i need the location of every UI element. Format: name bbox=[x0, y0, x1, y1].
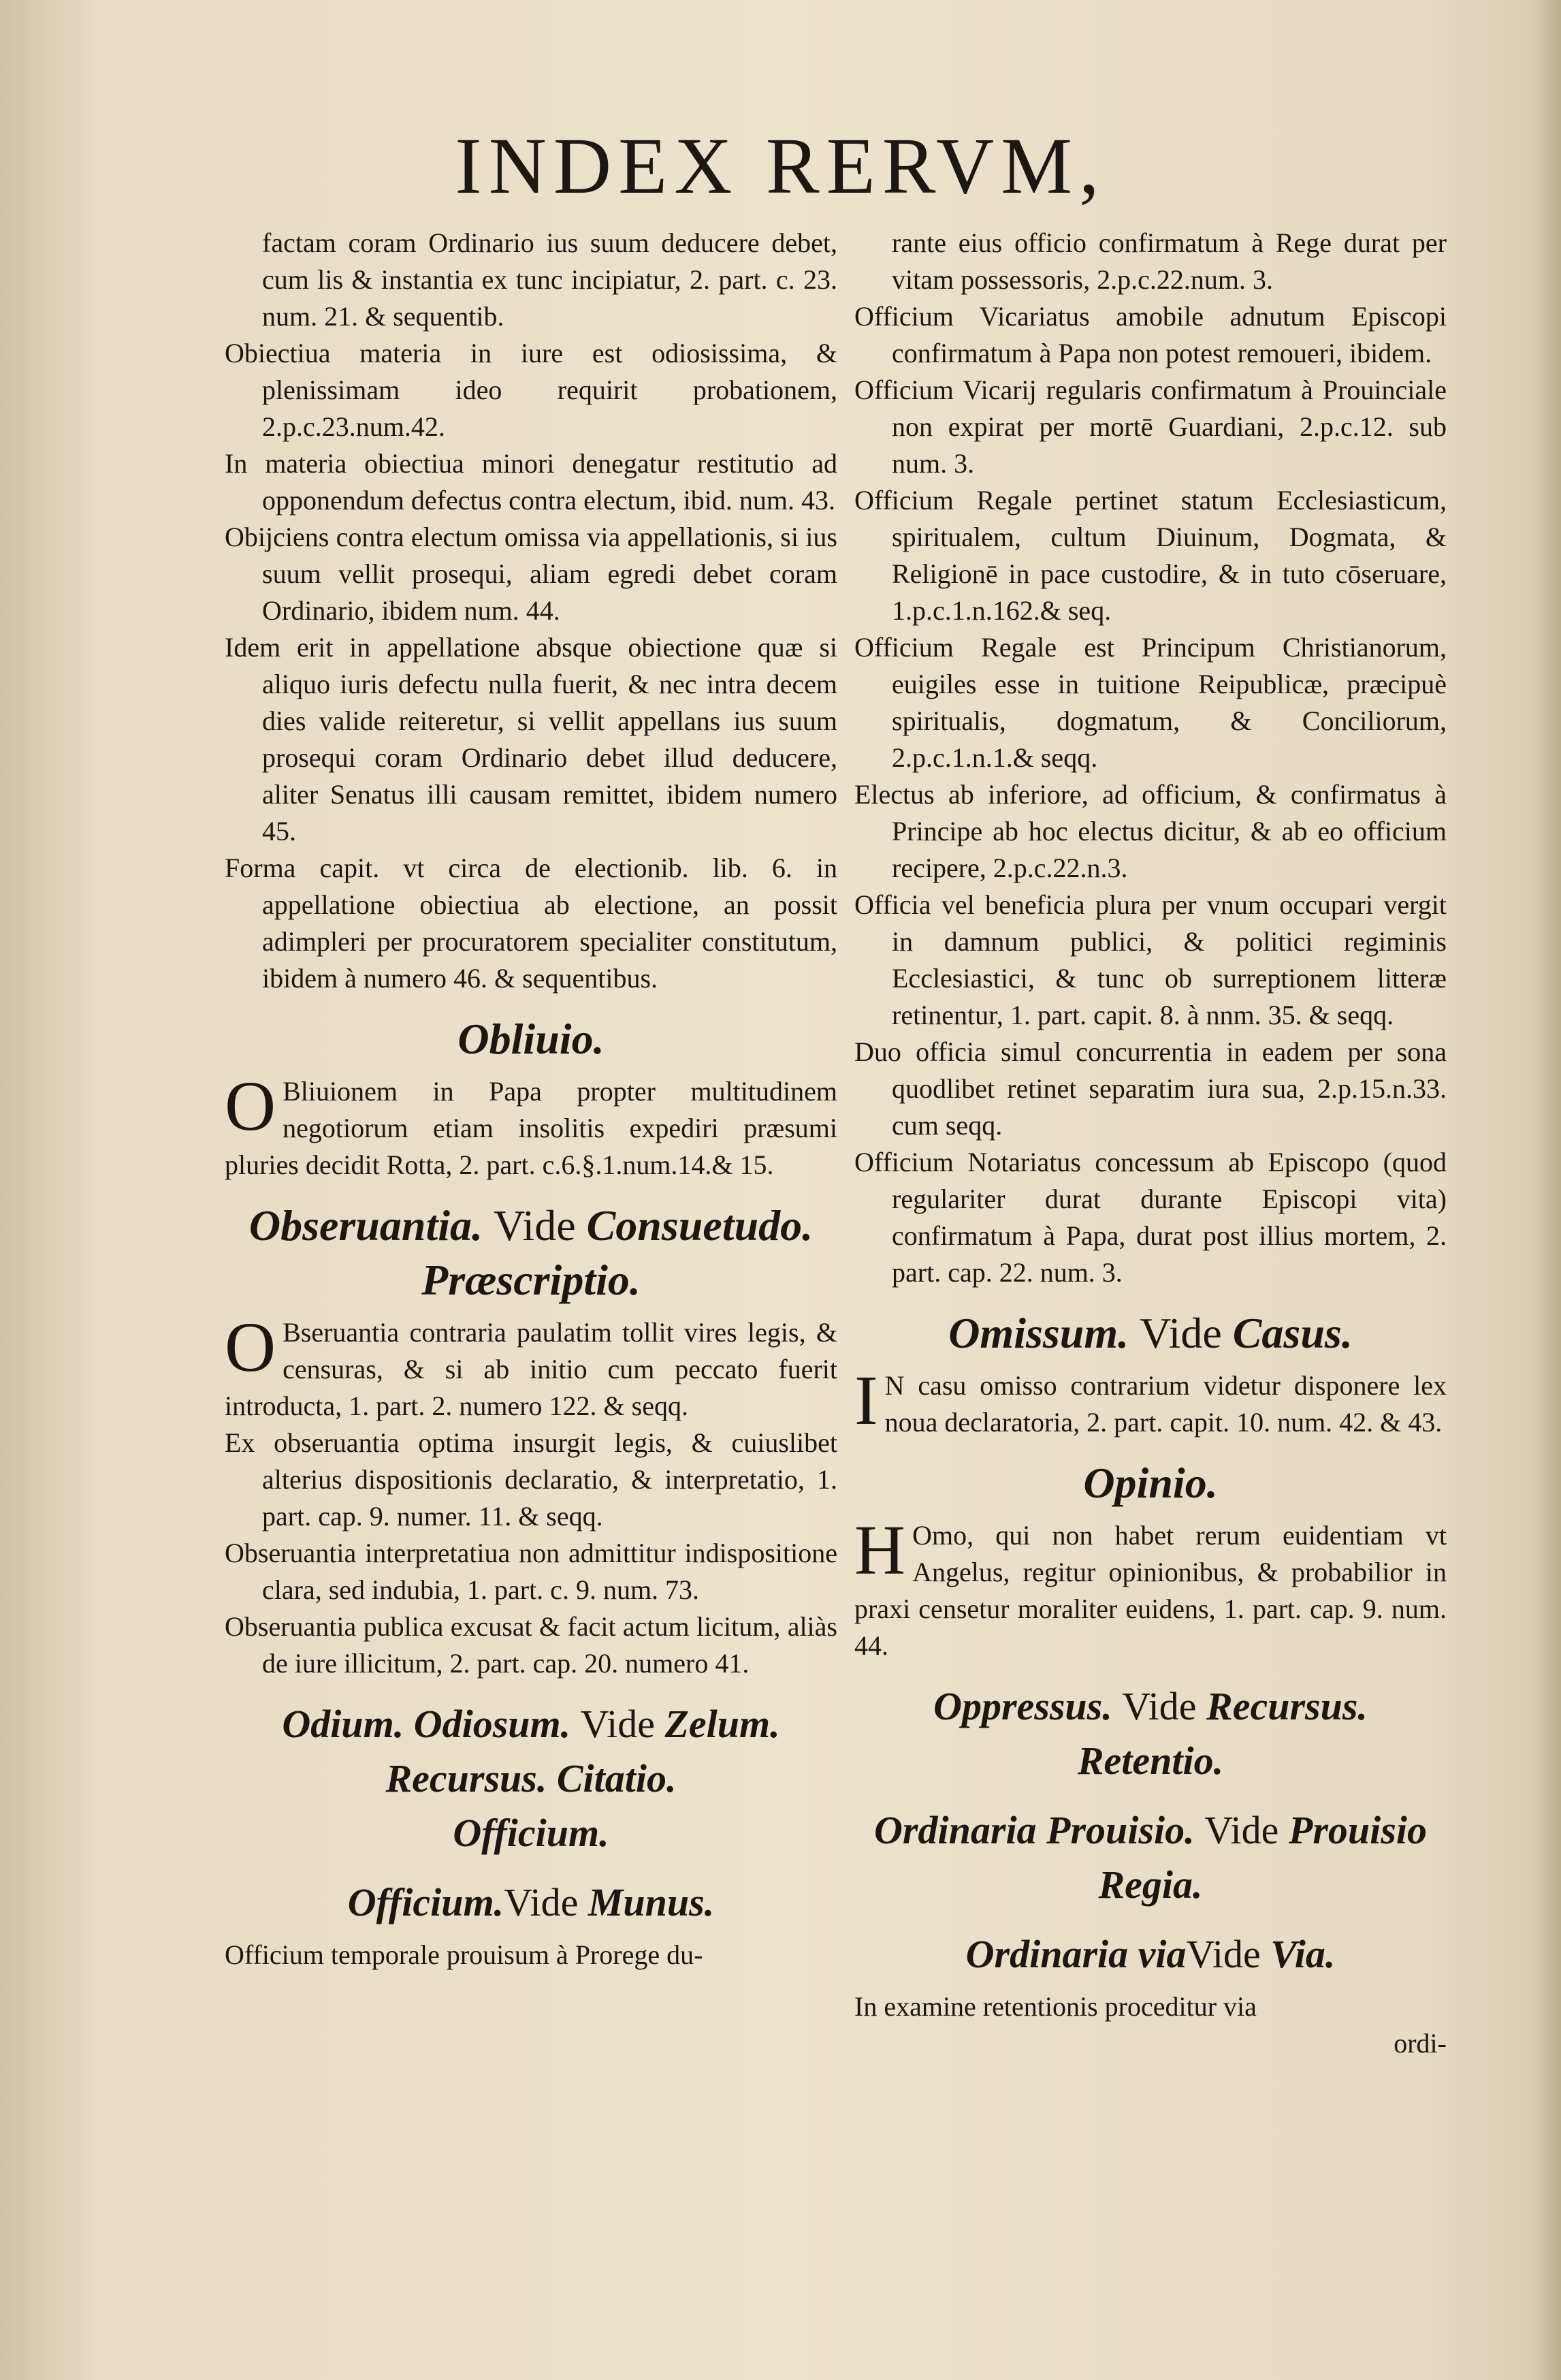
right-column bbox=[854, 225, 1447, 2062]
section-heading-ordinaria-via: Ordinaria viaVide Via. bbox=[965, 1932, 1336, 1976]
index-entry: Officium Vicariatus amobile adnutum Episcopi confirmatum à Papa non potest remoueri, ibidem. bbox=[854, 301, 1447, 368]
index-entry: factam coram Ordinario ius suum deducere debet, cum lis & instantia ex tunc incipiatur, 2. part. c. 23. num. 21. & sequentib. bbox=[262, 227, 837, 332]
running-head: INDEX RERVM, bbox=[455, 121, 1106, 210]
index-entry: Officium temporale prouisum à Prorege du- bbox=[225, 1939, 703, 1970]
index-entry: Officium Vicarij regularis confirmatum à Prouinciale non expirat per mortē Guardiani, 2.p.c.12. sub num. 3. bbox=[854, 375, 1447, 479]
section-heading-officium: Officium.Vide Munus. bbox=[347, 1880, 715, 1924]
drop-cap: O bbox=[225, 1308, 276, 1386]
index-entry: Officium Notariatus concessum ab Episcopo (quod regulariter durat durante Episcopi vita) confirmatum à Papa, durat post illius mortem, 2. part. cap. 22. num. 3. bbox=[854, 1147, 1447, 1288]
index-entry: H Omo, qui non habet rerum euidentiam vt Angelus, regitur opinionibus, & probabilior in praxi censetur moraliter euidens, 1. part. cap. 9. num. 44. bbox=[854, 1511, 1447, 1661]
index-entry: Obseruantia publica excusat & facit actum licitum, aliàs de iure illicitum, 2. part. cap. 20. numero 41. bbox=[225, 1611, 837, 1679]
drop-cap: H bbox=[854, 1511, 906, 1589]
index-entry: rante eius officio confirmatum à Rege durat per vitam possessoris, 2.p.c.22.num. 3. bbox=[892, 227, 1447, 295]
index-entry: Obiectiua materia in iure est odiosissima, & plenissimam ideo requirit probationem, 2.p.c.23.num.42. bbox=[225, 338, 837, 442]
section-heading-odium: Odium. Odiosum. Vide Zelum. Recursus. Citatio. Officium. bbox=[282, 1702, 780, 1855]
catchword: ordi- bbox=[1394, 2028, 1447, 2059]
section-heading-obliuio: Obliuio. bbox=[457, 1015, 605, 1063]
index-entry: Forma capit. vt circa de electionib. lib. 6. in appellatione obiectiua ab electione, an possit adimpleri per procuratorem specialiter constitutum, ibidem à numero 46. & sequentibus. bbox=[225, 853, 837, 994]
index-entry: Officium Regale pertinet statum Ecclesiasticum, spiritualem, cultum Diuinum, Dogmata, & Religionē in pace custodire, & in tuto cōseruare, 1.p.c.1.n.162.& seq. bbox=[854, 485, 1447, 626]
left-column bbox=[225, 225, 837, 1973]
index-entry: O Bseruantia contraria paulatim tollit vires legis, & censuras, & si ab initio cum peccato fuerit introducta, 1. part. 2. numero 122. & seqq. bbox=[225, 1308, 837, 1421]
index-entry: Idem erit in appellatione absque obiectione quæ si aliquo iuris defectu nulla fuerit, & nec intra decem dies valide reiteretur, si vellit appellans ius suum prosequi coram Ordinario debet illud deducere, aliter Senatus illi causam remittet, ibidem numero 45. bbox=[225, 632, 837, 846]
section-heading-ordinaria-prouisio: Ordinaria Prouisio. Vide Prouisio Regia. bbox=[874, 1808, 1427, 1907]
section-heading-oppressus: Oppressus. Vide Recursus. Retentio. bbox=[933, 1684, 1368, 1783]
index-entry: Officium Regale est Principum Christianorum, euigiles esse in tuitione Reipublicæ, præcipuè spiritualis, dogmatum, & Conciliorum, 2.p.c.1.n.1.& seqq. bbox=[854, 632, 1447, 773]
index-entry: Officia vel beneficia plura per vnum occupari vergit in damnum publici, & politici regiminis Ecclesiastici, & tunc ob surreptionem litteræ retinentur, 1. part. capit. 8. à nnm. 35. & seqq. bbox=[854, 889, 1447, 1030]
page-gutter-shadow bbox=[1534, 0, 1561, 2380]
index-entry: Electus ab inferiore, ad officium, & confirmatus à Principe ab hoc electus dicitur, & ab eo officium recipere, 2.p.c.22.n.3. bbox=[854, 779, 1447, 883]
section-heading-obseruantia: Obseruantia. Vide Consuetudo. Præscriptio. bbox=[248, 1201, 814, 1304]
index-entry: In materia obiectiua minori denegatur restitutio ad opponendum defectus contra electum, ibid. num. 43. bbox=[225, 448, 837, 515]
section-heading-omissum: Omissum. Vide Casus. bbox=[948, 1309, 1353, 1357]
drop-cap: O bbox=[225, 1067, 276, 1145]
index-entry: Obseruantia interpretatiua non admittitur indispositione clara, sed indubia, 1. part. c. 9. num. 73. bbox=[225, 1538, 837, 1605]
index-entry: Obijciens contra electum omissa via appellationis, si ius suum vellit prosequi, aliam egredi debet coram Ordinario, ibidem num. 44. bbox=[225, 522, 837, 626]
drop-cap: I bbox=[854, 1361, 878, 1440]
section-heading-opinio: Opinio. bbox=[1083, 1459, 1218, 1507]
index-entry: In examine retentionis proceditur via bbox=[854, 1991, 1257, 2022]
index-entry: Duo officia simul concurrentia in eadem per sona quodlibet retinet separatim iura sua, 2.p.15.n.33. cum seqq. bbox=[854, 1036, 1447, 1141]
index-entry: I N casu omisso contrarium videtur disponere lex noua declaratoria, 2. part. capit. 10. num. 42. & 43. bbox=[854, 1361, 1447, 1440]
index-entry: Ex obseruantia optima insurgit legis, & cuiuslibet alterius dispositionis declaratio, & interpretatio, 1. part. cap. 9. numer. 11. & seqq. bbox=[225, 1427, 837, 1532]
index-entry: O Bliuionem in Papa propter multitudinem negotiorum etiam insolitis expediri præsumi pluries decidit Rotta, 2. part. c.6.§.1.num.14.& 15. bbox=[225, 1067, 837, 1180]
